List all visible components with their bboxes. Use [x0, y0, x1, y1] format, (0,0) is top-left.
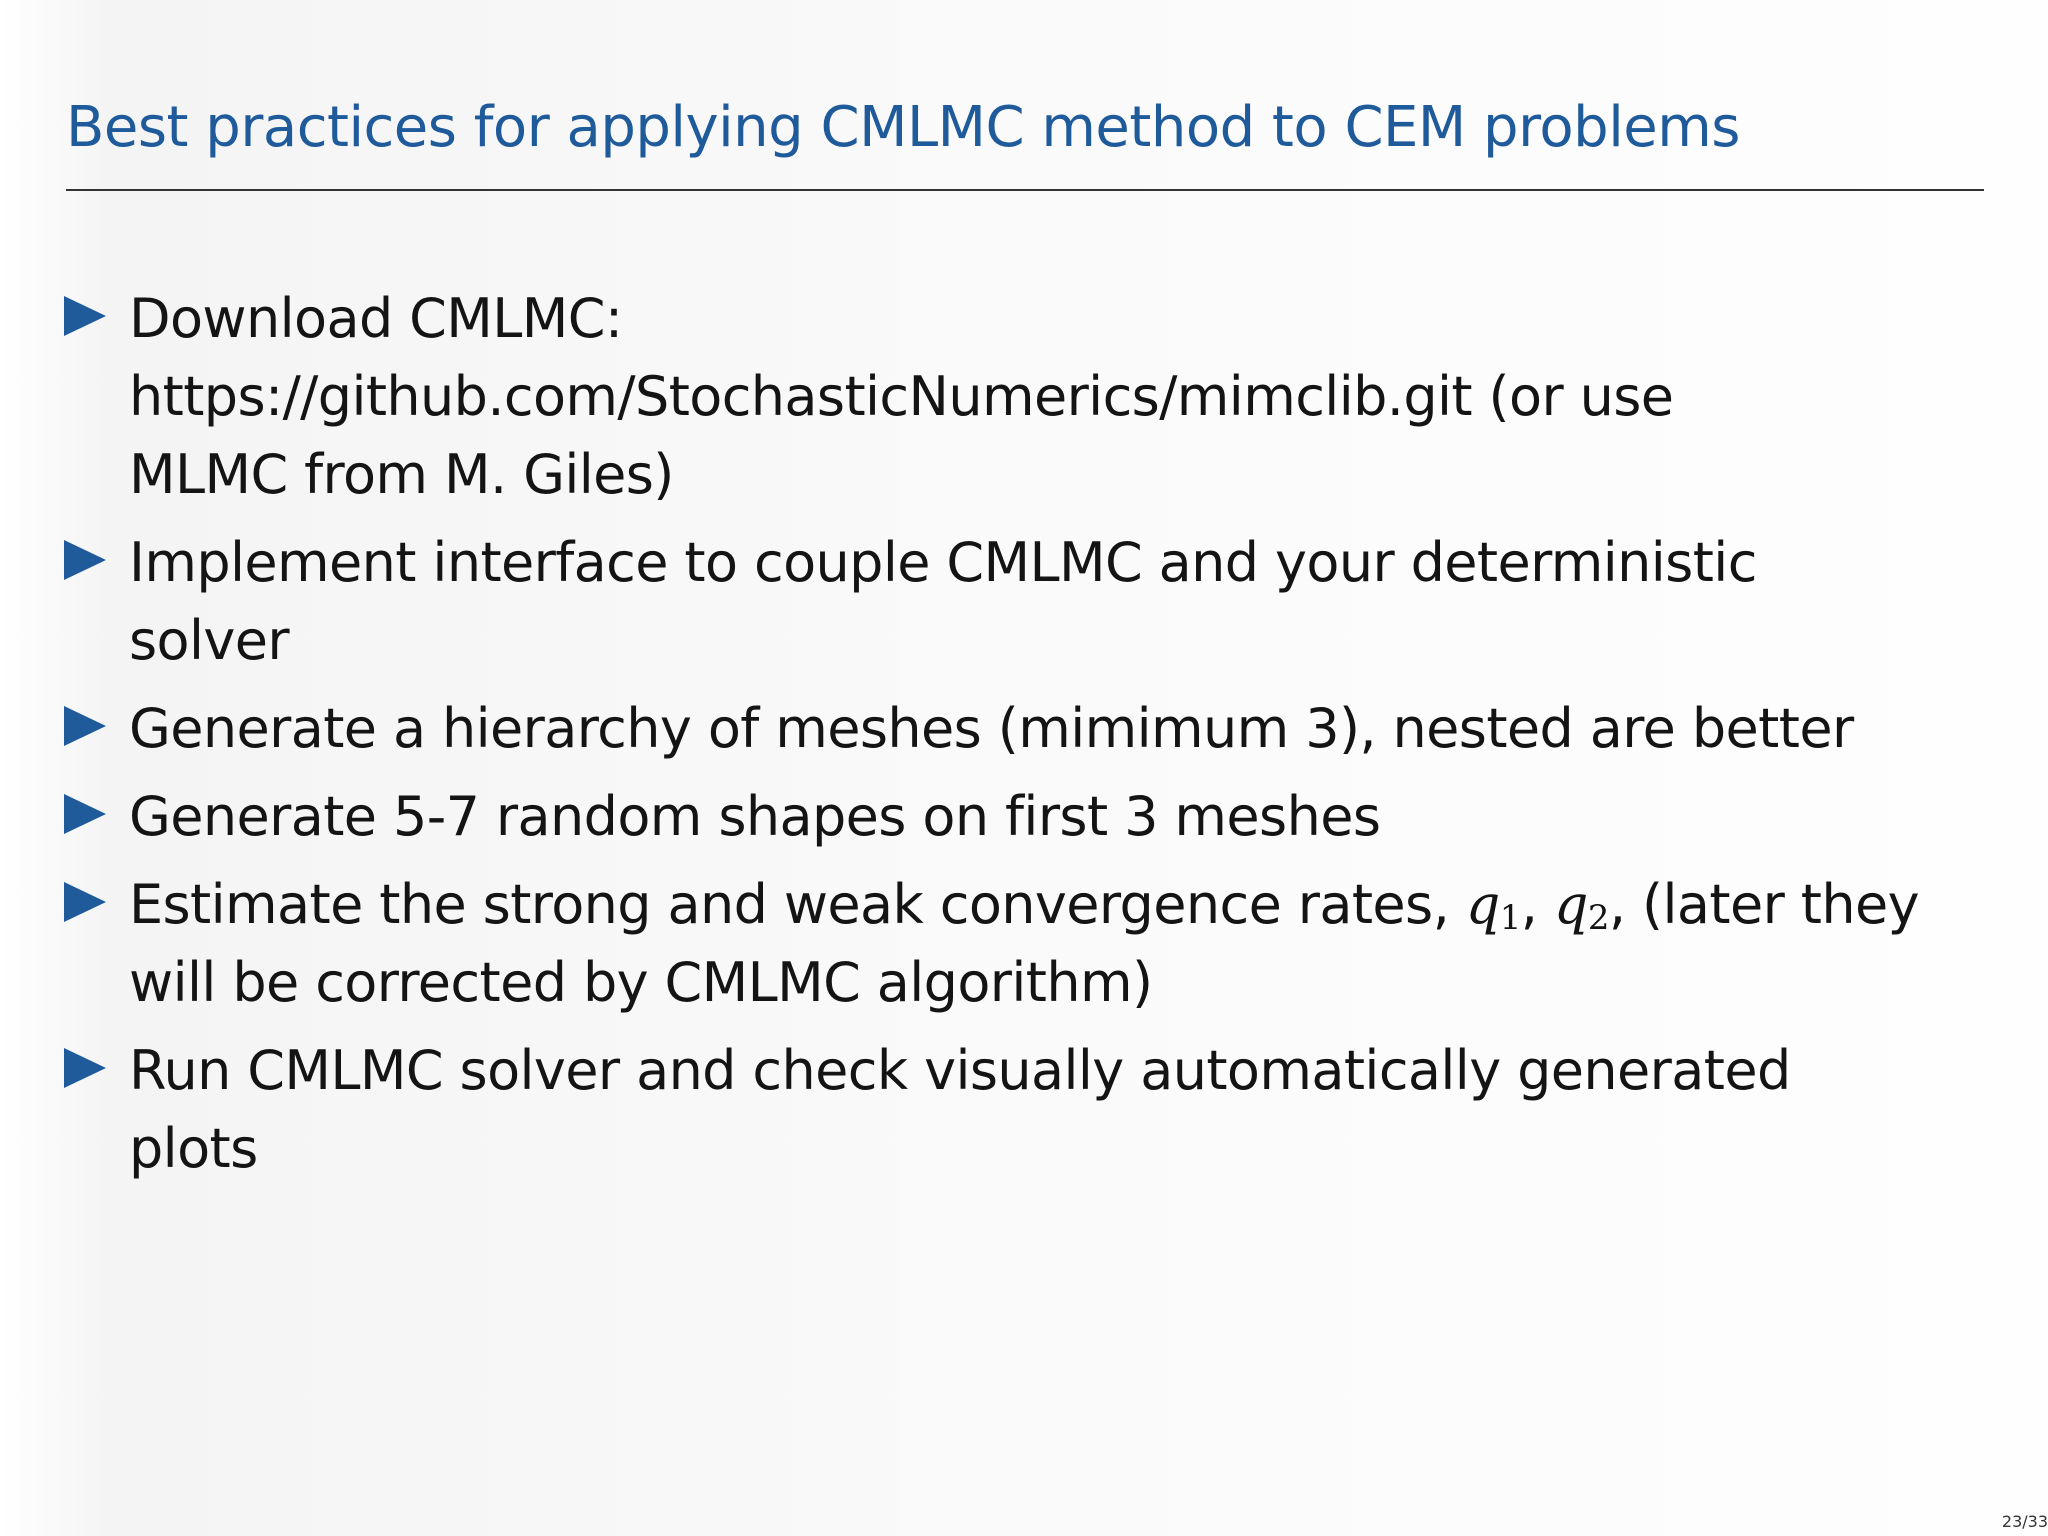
bullet-line: plots [129, 1117, 258, 1180]
bullet-line: Generate a hierarchy of meshes (mimimum 3), nested are better [129, 697, 1854, 760]
bullet-line: Download CMLMC: [129, 287, 623, 350]
bullet-text [129, 866, 1994, 1022]
bullet-line: Implement interface to couple CMLMC and your deterministic [129, 531, 1757, 594]
bullet-text [129, 280, 1994, 514]
triangle-bullet-icon [64, 794, 106, 834]
math-q2 [1554, 873, 1609, 936]
bullet-line [129, 866, 1994, 944]
bullet-text [129, 524, 1994, 680]
title-divider [66, 189, 1984, 191]
triangle-bullet-icon [64, 882, 106, 922]
math-symbol: q [1465, 873, 1500, 936]
math-subscript: 2 [1587, 898, 1609, 938]
bullet-line: Generate 5-7 random shapes on first 3 meshes [129, 785, 1381, 848]
math-separator: , [1520, 873, 1554, 936]
bullet-line: will be corrected by CMLMC algorithm) [129, 951, 1153, 1014]
page-number: 23/33 [2001, 1512, 2048, 1531]
math-symbol: q [1553, 873, 1588, 936]
triangle-bullet-icon [64, 296, 106, 336]
math-subscript: 1 [1499, 898, 1521, 938]
bullet-line: MLMC from M. Giles) [129, 443, 674, 506]
triangle-bullet-icon [64, 706, 106, 746]
triangle-bullet-icon [64, 540, 106, 580]
triangle-bullet-icon [64, 1048, 106, 1088]
slide-title: Best practices for applying CMLMC method to CEM problems [66, 95, 1740, 160]
bullet-line: solver [129, 609, 289, 672]
repository-link[interactable]: https://github.com/StochasticNumerics/mimclib.git (or use [129, 365, 1674, 428]
bullet-text [129, 690, 1994, 768]
bullet-text-segment: Estimate the strong and weak convergence rates, [129, 873, 1466, 936]
bullet-line: Run CMLMC solver and check visually automatically generated [129, 1039, 1791, 1102]
bullet-text-segment: , (later they [1608, 873, 1919, 936]
bullet-text [129, 1032, 1994, 1188]
bullet-text [129, 778, 1994, 856]
math-q1 [1466, 873, 1521, 936]
